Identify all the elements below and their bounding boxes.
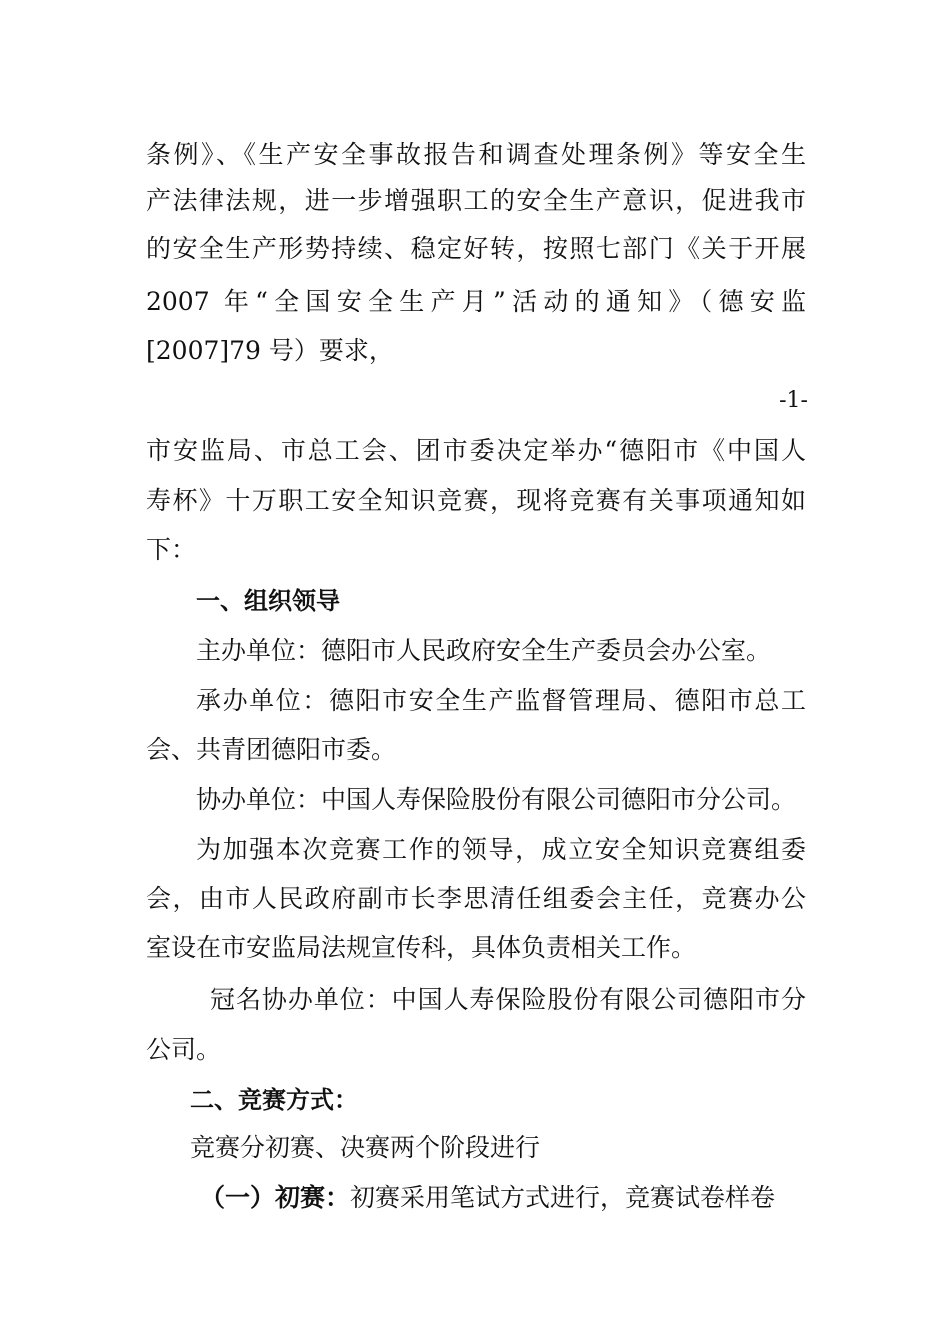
- preliminary-line: [200, 1181, 806, 1215]
- body-line: 市安监局、市总工会、团市委决定举办“德阳市《中国人: [146, 436, 806, 465]
- section-heading-competition-method: 二、竞赛方式：: [190, 1086, 358, 1114]
- body-line: 条例》、《生产安全事故报告和调查处理条例》等安全生: [146, 140, 806, 169]
- body-line: [2007]79 号）要求，: [146, 336, 394, 365]
- committee-line: 室设在市安监局法规宣传科，具体负责相关工作。: [146, 933, 697, 962]
- preliminary-label: （一）初赛：: [200, 1183, 351, 1212]
- committee-line: 为加强本次竞赛工作的领导，成立安全知识竞赛组委: [196, 835, 806, 864]
- body-line: 2007 年“全国安全生产月”活动的通知》（德安监: [146, 287, 806, 316]
- preliminary-text: 初赛采用笔试方式进行，竞赛试卷样卷: [350, 1183, 776, 1212]
- body-line: 产法律法规，进一步增强职工的安全生产意识，促进我市: [146, 186, 806, 215]
- page-number: -1-: [779, 388, 808, 413]
- sponsor-line: 公司。: [146, 1035, 222, 1064]
- stages-line: 竞赛分初赛、决赛两个阶段进行: [190, 1133, 541, 1162]
- committee-line: 会，由市人民政府副市长李思清任组委会主任，竞赛办公: [146, 884, 806, 913]
- host-unit-line: 主办单位：德阳市人民政府安全生产委员会办公室。: [196, 636, 772, 665]
- body-line: 下：: [146, 535, 197, 564]
- coorganizer-unit-line: 协办单位：中国人寿保险股份有限公司德阳市分公司。: [196, 785, 797, 814]
- body-line: 的安全生产形势持续、稳定好转，按照七部门《关于开展: [146, 234, 806, 263]
- section-heading-organization: 一、组织领导: [196, 587, 340, 615]
- body-line: 寿杯》十万职工安全知识竞赛，现将竞赛有关事项通知如: [146, 486, 806, 515]
- organizer-unit-line: 承办单位：德阳市安全生产监督管理局、德阳市总工: [196, 686, 806, 715]
- organizer-unit-line: 会、共青团德阳市委。: [146, 735, 397, 764]
- sponsor-line: 冠名协办单位：中国人寿保险股份有限公司德阳市分: [210, 985, 806, 1014]
